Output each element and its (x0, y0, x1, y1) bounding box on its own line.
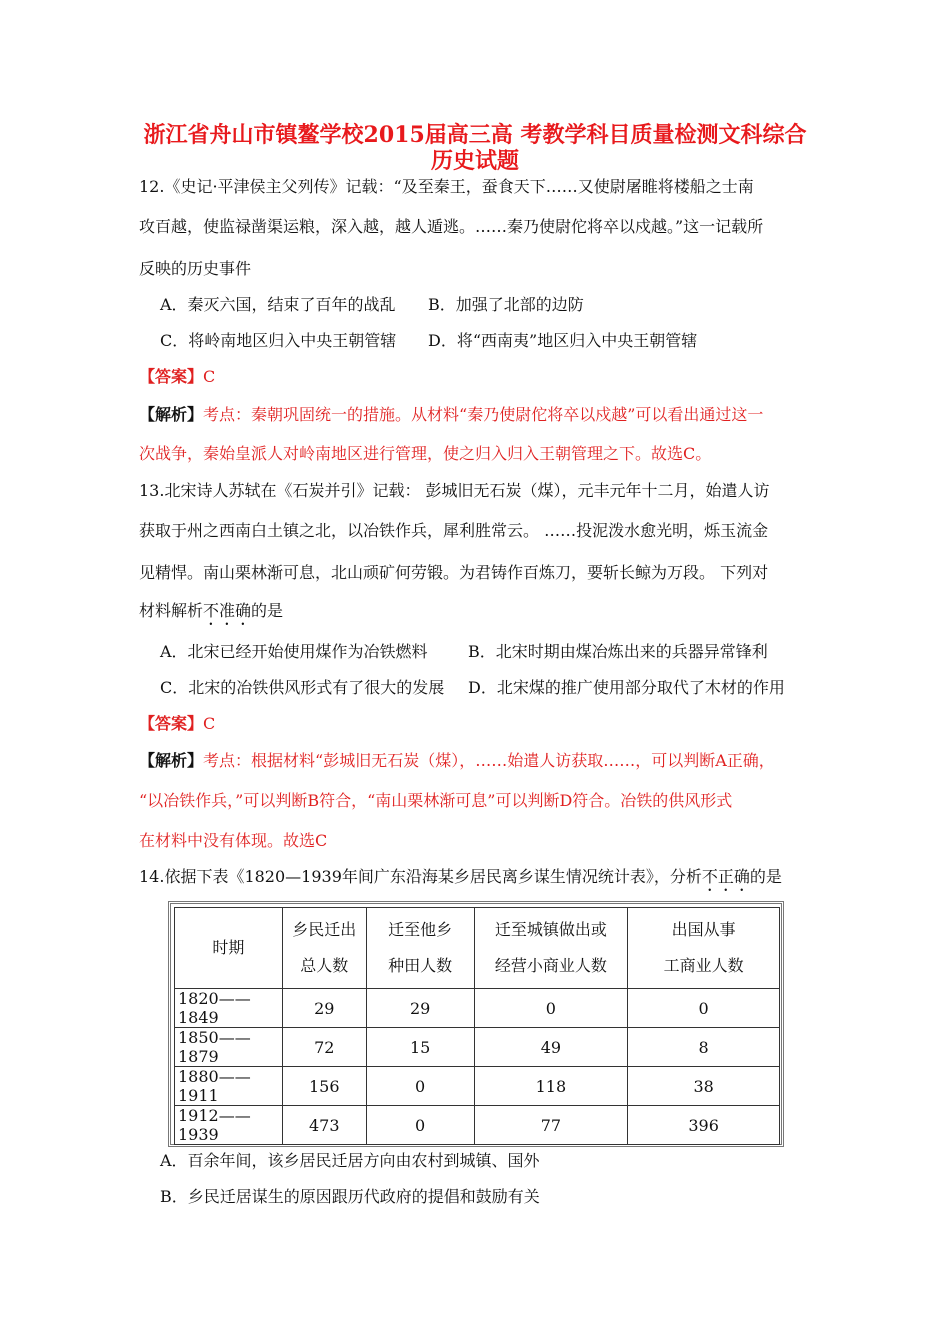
q12-stem-line-3: 反映的历史事件 (139, 259, 252, 278)
q13-stem-line-3: 见精悍。南山栗林渐可息，北山顽矿何劳锻。为君铸作百炼刀，要斩长鲸为万段。 下列对 (139, 563, 769, 582)
table-row (175, 1106, 780, 1145)
table-cell: 8 (628, 1028, 780, 1067)
table-cell: 1820——1849 (175, 989, 283, 1028)
q14-stem-pre: 14.依据下表《1820—1939年间广东沿海某乡居民离乡谋生情况统计表》，分析 (139, 867, 702, 886)
statistics-table (174, 907, 780, 1145)
table-cell: 118 (474, 1067, 628, 1106)
q12-answer-value: C (203, 367, 216, 386)
table-header-row (175, 908, 780, 989)
q13-stem-post: 的是 (251, 601, 284, 620)
table-cell: 1850——1879 (175, 1028, 283, 1067)
q13-analysis-text-1: 考点：根据材料“彭城旧无石炭（煤），……始遣人访获取……，可以判断A正确， (203, 751, 775, 770)
q13-analysis-line-2: “以冶铁作兵，”可以判断B符合，“南山栗林渐可息”可以判断D符合。冶铁的供风形式 (139, 791, 733, 810)
table-cell: 396 (628, 1106, 780, 1145)
q12-option-d: D．将“西南夷”地区归入中央王朝管辖 (428, 331, 698, 350)
table-cell: 38 (628, 1067, 780, 1106)
header-total: 乡民迁出 总人数 (282, 908, 366, 989)
q13-option-a: A．北宋已经开始使用煤作为冶铁燃料 (160, 642, 428, 661)
q13-answer-value: C (203, 714, 216, 733)
q12-option-b: B．加强了北部的边防 (428, 295, 584, 314)
table-row (175, 1028, 780, 1067)
table-cell: 473 (282, 1106, 366, 1145)
q12-option-a: A．秦灭六国，结束了百年的战乱 (160, 295, 396, 314)
table-cell: 156 (282, 1067, 366, 1106)
q13-option-d: D．北宋煤的推广使用部分取代了木材的作用 (468, 678, 785, 697)
q14-option-b: B．乡民迁居谋生的原因跟历代政府的提倡和鼓励有关 (160, 1187, 540, 1206)
table-cell: 1912——1939 (175, 1106, 283, 1145)
table-row (175, 989, 780, 1028)
q13-analysis-tag: 【解析】 (139, 751, 204, 770)
q14-stem-emphasis: 不正确 (701, 867, 750, 886)
q12-answer (139, 366, 215, 388)
table-cell: 72 (282, 1028, 366, 1067)
q13-option-b: B．北宋时期由煤冶炼出来的兵器异常锋利 (468, 642, 768, 661)
table-cell: 0 (366, 1067, 474, 1106)
q14-stem (139, 866, 782, 895)
table-cell: 49 (474, 1028, 628, 1067)
table-cell: 29 (366, 989, 474, 1028)
q13-stem-line-2: 获取于州之西南白土镇之北，以冶铁作兵，犀利胜常云。 ……投泥泼水愈光明，烁玉流金 (139, 521, 769, 540)
q12-analysis-line-1 (139, 404, 763, 426)
table-cell: 1880——1911 (175, 1067, 283, 1106)
q12-analysis-tag: 【解析】 (139, 405, 204, 424)
q13-stem-emphasis: 不准确 (203, 601, 252, 620)
table-cell: 15 (366, 1028, 474, 1067)
table-cell: 29 (282, 989, 366, 1028)
q13-analysis-line-1 (139, 750, 775, 772)
q12-analysis-text-1: 考点：秦朝巩固统一的措施。从材料“秦乃使尉佗将卒以戍越”可以看出通过这一 (203, 405, 764, 424)
q13-answer (139, 713, 215, 735)
q12-analysis-line-2: 次战争，秦始皇派人对岭南地区进行管理，使之归入归入王朝管理之下。故选C。 (139, 444, 712, 463)
table-cell: 77 (474, 1106, 628, 1145)
q12-stem-line-2: 攻百越，使监禄凿渠运粮，深入越，越人遁逃。……秦乃使尉佗将卒以戍越。”这一记载所 (139, 217, 764, 236)
q12-option-c: C．将岭南地区归入中央王朝管辖 (160, 331, 397, 350)
header-period: 时期 (175, 908, 283, 989)
header-town-commerce: 迁至城镇做出或 经营小商业人数 (474, 908, 628, 989)
table-cell: 0 (474, 989, 628, 1028)
q13-stem-pre: 材料解析 (139, 601, 204, 620)
page-title-line-1: 浙江省舟山市镇鳌学校2015届高三高 考教学科目质量检测文科综合 (143, 122, 807, 148)
q13-stem-line-4 (139, 600, 283, 629)
q12-stem-line-1: 12.《史记·平津侯主父列传》记载：“及至秦王，蚕食天下……又使尉屠睢将楼船之士南 (139, 177, 754, 196)
table-cell: 0 (628, 989, 780, 1028)
q13-answer-tag: 【答案】 (139, 714, 204, 733)
page-title-line-2: 历史试题 (430, 148, 519, 174)
q14-option-a: A．百余年间，该乡居民迁居方向由农村到城镇、国外 (160, 1151, 540, 1170)
q13-stem-line-1: 13.北宋诗人苏轼在《石炭并引》记载： 彭城旧无石炭（煤），元丰元年十二月，始遣人访 (139, 481, 770, 500)
table-cell: 0 (366, 1106, 474, 1145)
q14-stem-post: 的是 (749, 867, 782, 886)
table-row (175, 1067, 780, 1106)
header-overseas: 出国从事 工商业人数 (628, 908, 780, 989)
q13-analysis-line-3: 在材料中没有体现。故选C (139, 831, 328, 850)
q12-answer-tag: 【答案】 (139, 367, 204, 386)
q13-option-c: C．北宋的冶铁供风形式有了很大的发展 (160, 678, 445, 697)
header-farming: 迁至他乡 种田人数 (366, 908, 474, 989)
